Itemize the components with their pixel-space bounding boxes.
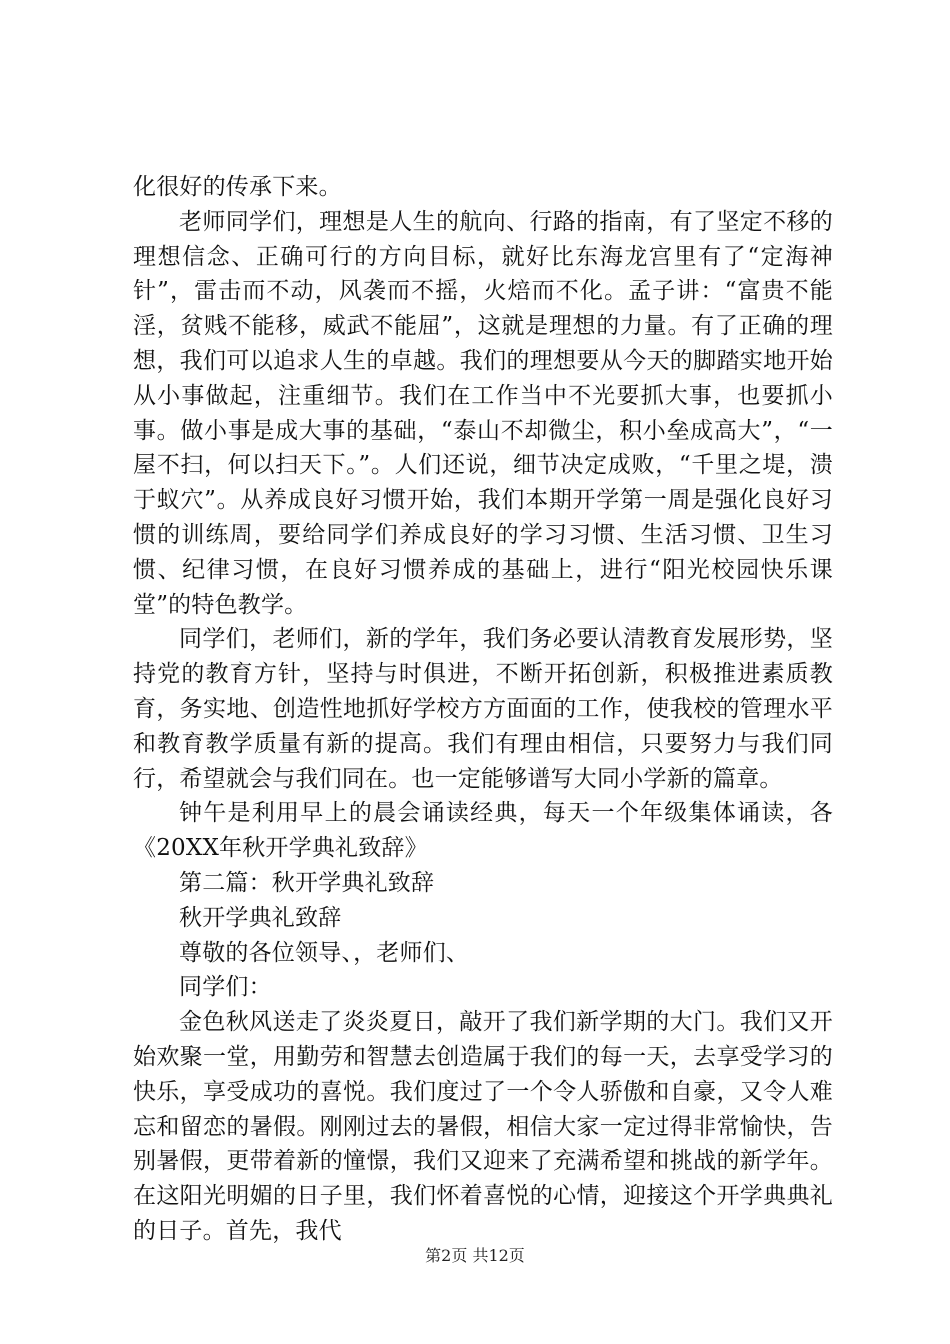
speech-title: 秋开学典礼致辞 <box>179 904 342 931</box>
salutation-students: 同学们： <box>179 974 272 1001</box>
section-heading: 第二篇：秋开学典礼致辞 <box>179 869 435 896</box>
document-body <box>133 170 833 1249</box>
paragraph-new-school-year: 同学们，老师们，新的学年，我们务必要认清教育发展形势，坚持党的教育方针，坚持与时俱进，不断开拓创新，积极推进素质教育，务实地、创造性地抓好学校方方面面的工作，使我校的管理水平和教育教学质量有新的提高。我们有理由相信，只要努力与我们同行，希望就会与我们同在。也一定能够谱写大同小学新的篇章。 <box>133 626 833 792</box>
paragraph-morning-reading: 钟午是利用早上的晨会诵读经典，每天一个年级集体诵读，各《20XX年秋开学典礼致辞》 <box>133 800 833 862</box>
paragraph-continuation: 化很好的传承下来。 <box>133 174 342 200</box>
paragraph-autumn-opening: 金色秋风送走了炎炎夏日，敲开了我们新学期的大门。我们又开始欢聚一堂，用勤劳和智慧去创造属于我们的每一天，去享受学习的快乐，享受成功的喜悦。我们度过了一个令人骄傲和自豪，又令人难忘和留恋的暑假。刚刚过去的暑假，相信大家一定过得非常愉快，告别暑假，更带着新的憧憬，我们又迎来了充满希望和挑战的新学年。在这阳光明媚的日子里，我们怀着喜悦的心情，迎接这个开学典典礼的日子。首先，我代 <box>133 1009 833 1244</box>
page-number-footer: 第2页 共12页 <box>425 1246 525 1265</box>
paragraph-ideals: 老师同学们，理想是人生的航向、行路的指南，有了坚定不移的理想信念、正确可行的方向目标，就好比东海龙宫里有了“定海神针”，雷击而不动，风袭而不摇，火焙而不化。孟子讲：“富贵不能淫，贫贱不能移，威武不能屈”，这就是理想的力量。有了正确的理想，我们可以追求人生的卓越。我们的理想要从今天的脚踏实地开始从小事做起，注重细节。我们在工作当中不光要抓大事，也要抓小事。做小事是成大事的基础，“泰山不却微尘，积小垒成高大”，“一屋不扫，何以扫天下。”。人们还说，细节决定成败，“千里之堤，溃于蚁穴”。从养成良好习惯开始，我们本期开学第一周是强化良好习惯的训练周，要给同学们养成良好的学习习惯、生活习惯、卫生习惯、纪律习惯，在良好习惯养成的基础上，进行“阳光校园快乐课堂”的特色教学。 <box>133 208 833 618</box>
salutation-line: 尊敬的各位领导、，老师们、 <box>179 939 470 966</box>
